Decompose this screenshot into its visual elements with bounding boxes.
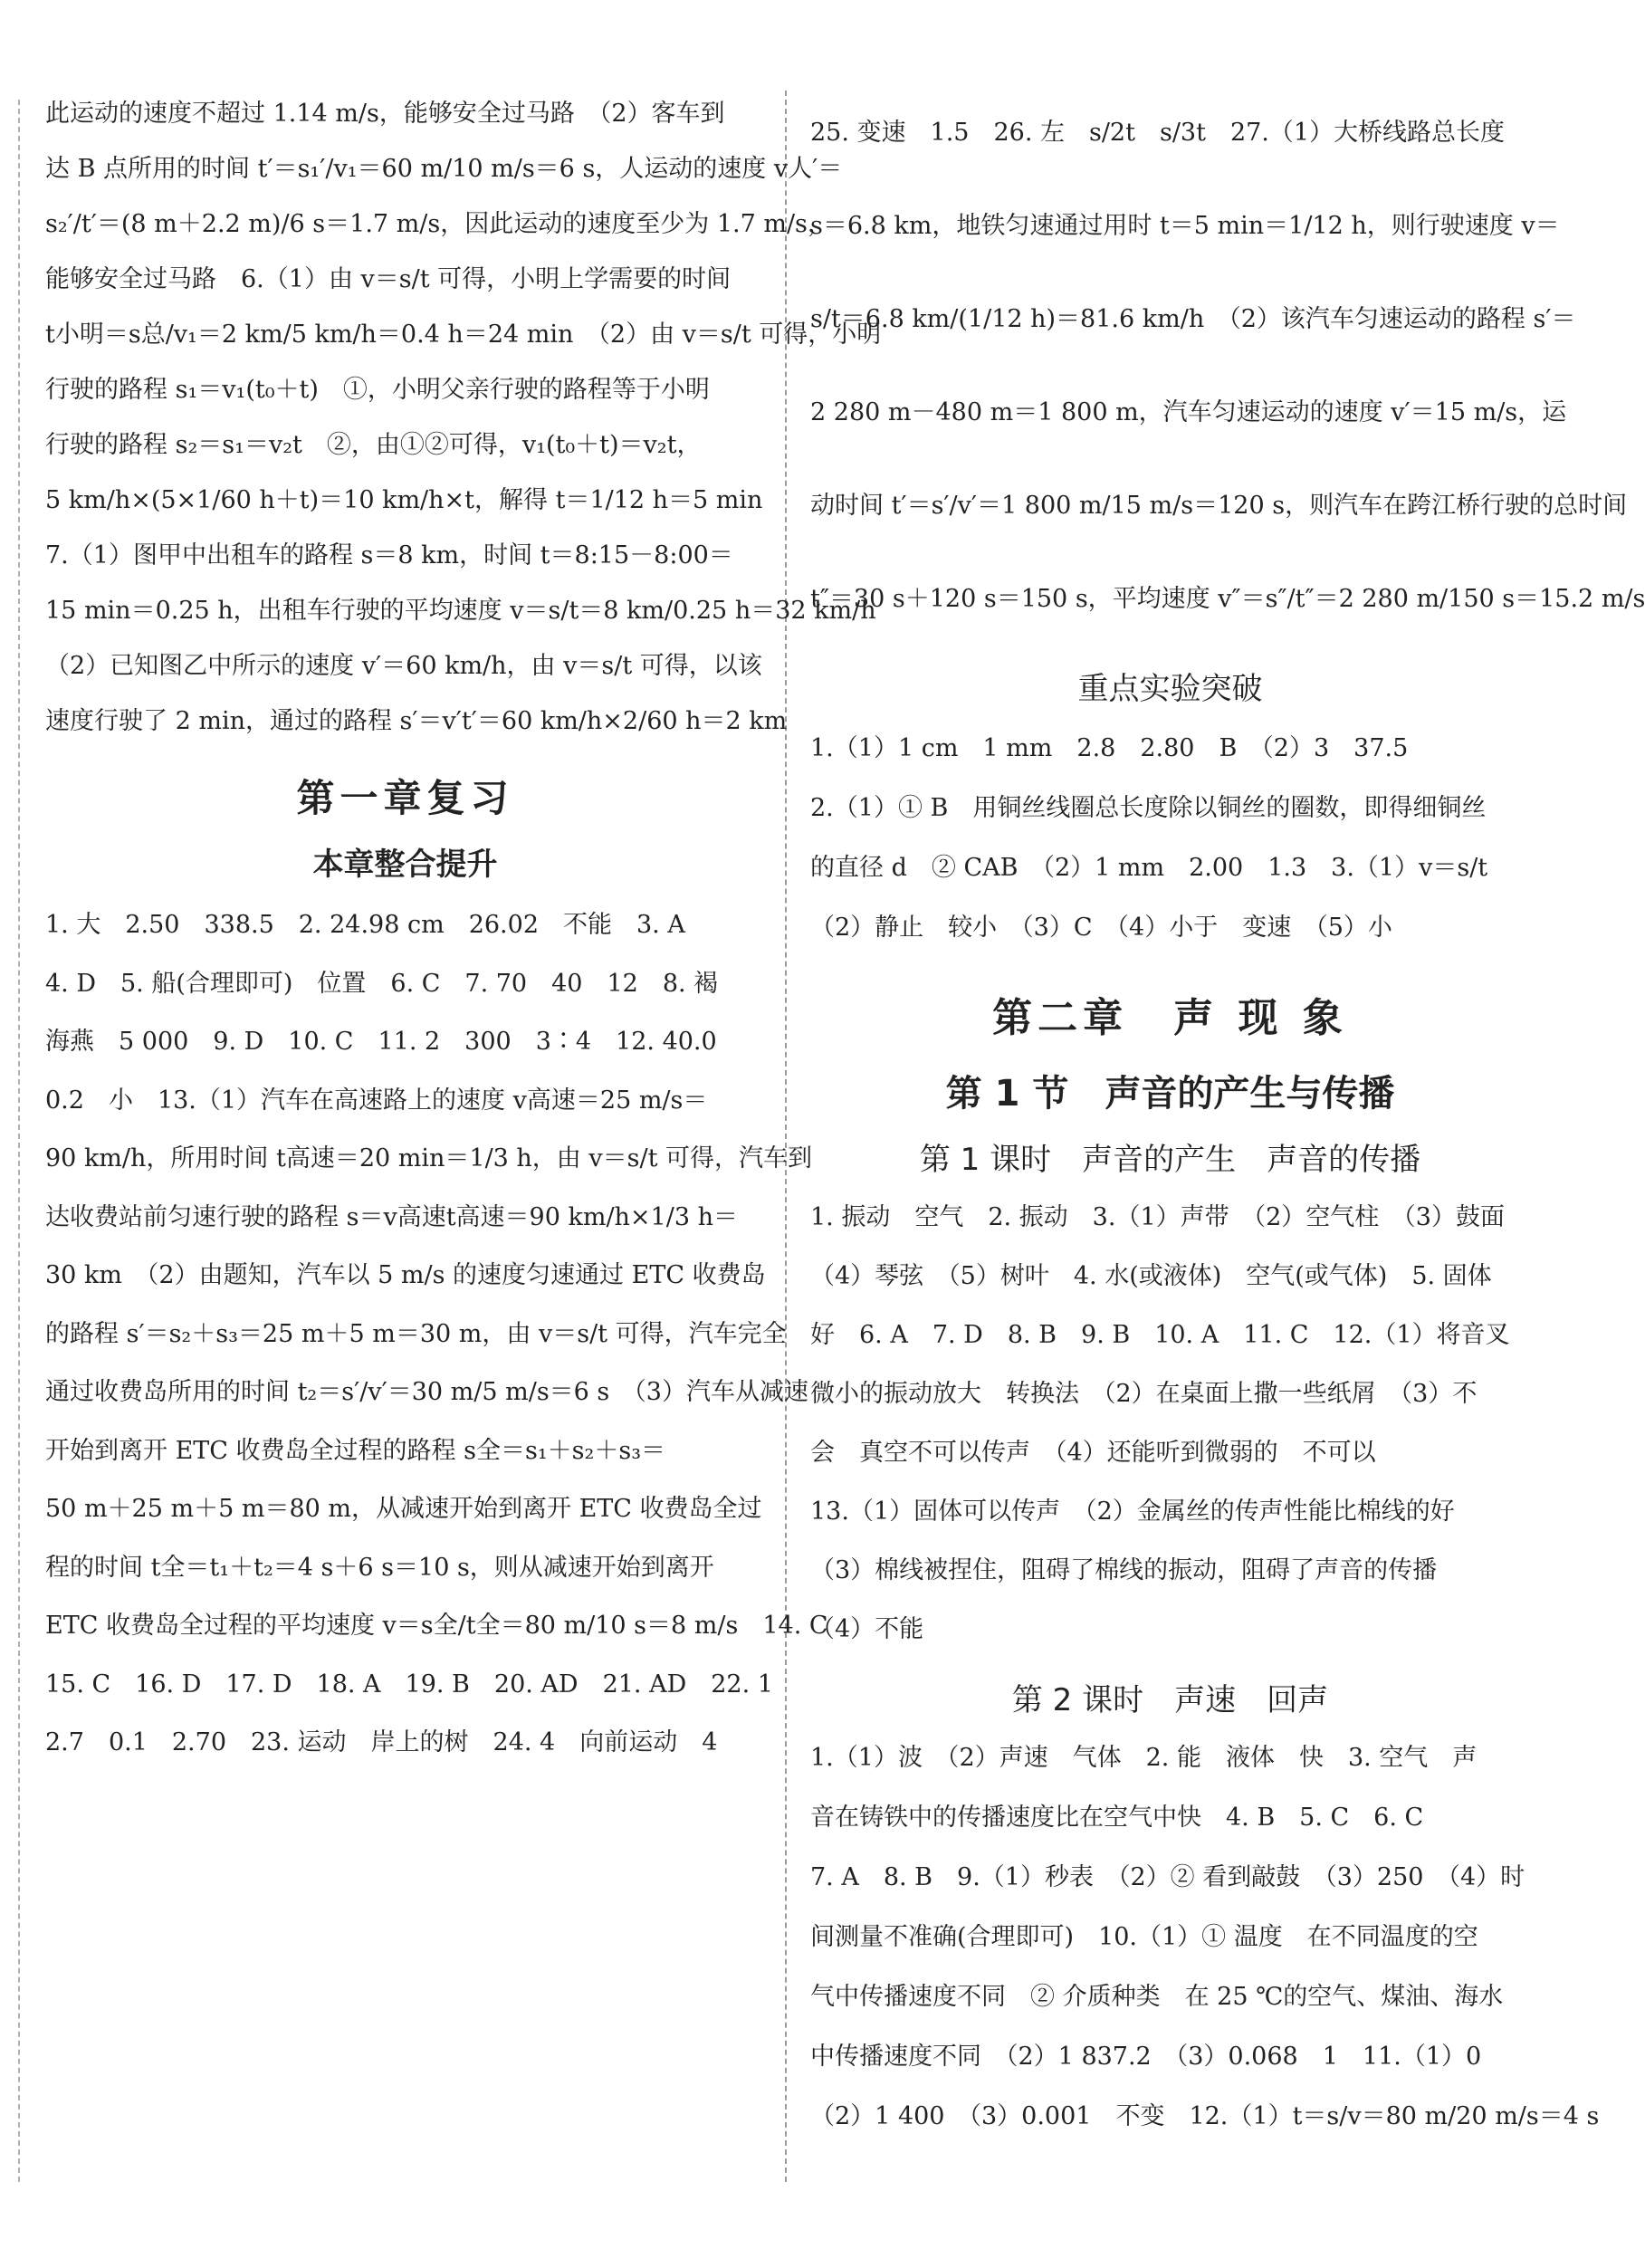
integration-heading: 本章整合提升 bbox=[312, 847, 498, 883]
section1-heading: 第 1 节 声音的产生与传播 bbox=[945, 1073, 1395, 1115]
left-answers-top bbox=[45, 86, 882, 749]
answer-line: 微小的振动放大 转换法 （2）在桌面上撒一些纸屑 （3）不 bbox=[810, 1380, 1478, 1408]
answer-line: 速度行驶了 2 min，通过的路程 s′＝v′t′＝60 km/h×2/60 h＝2 km bbox=[45, 707, 788, 735]
left-answers-bottom bbox=[45, 896, 828, 1773]
answer-line: 90 km/h，所用时间 t高速＝20 min＝1/3 h，由 v＝s/t 可得，汽车到 bbox=[45, 1144, 813, 1172]
answer-line: 音在铸铁中的传播速度比在空气中快 4. B 5. C 6. C bbox=[810, 1804, 1424, 1832]
answer-line: 行驶的路程 s₂＝s₁＝v₂t ②，由①②可得，v₁(t₀＋t)＝v₂t， bbox=[45, 431, 702, 459]
answer-line: 间测量不准确(合理即可) 10.（1）① 温度 在不同温度的空 bbox=[810, 1923, 1478, 1951]
answer-line: 2.7 0.1 2.70 23. 运动 岸上的树 24. 4 向前运动 4 bbox=[45, 1728, 718, 1756]
right-answers-top bbox=[810, 86, 1645, 646]
answer-line: 1.（1）波 （2）声速 气体 2. 能 液体 快 3. 空气 声 bbox=[810, 1744, 1478, 1772]
answer-line: 1. 大 2.50 338.5 2. 24.98 cm 26.02 不能 3. A bbox=[45, 911, 685, 939]
chapter2-heading: 第二章 声 现 象 bbox=[992, 995, 1348, 1041]
answer-line: （2）静止 较小 （3）C （4）小于 变速 （5）小 bbox=[810, 914, 1392, 942]
answer-line: 7.（1）图甲中出租车的路程 s＝8 km，时间 t＝8:15－8:00＝ bbox=[45, 541, 733, 569]
answer-line: s₂′/t′＝(8 m＋2.2 m)/6 s＝1.7 m/s，因此运动的速度至少为 1.7 m/s， bbox=[45, 210, 832, 238]
answer-line: 能够安全过马路 6.（1）由 v＝s/t 可得，小明上学需要的时间 bbox=[45, 265, 732, 293]
answer-line: s/t＝6.8 km/(1/12 h)＝81.6 km/h （2）该汽车匀速运动的路程 s′＝ bbox=[810, 305, 1576, 333]
answer-line: 5 km/h×(5×1/60 h＋t)＝10 km/h×t，解得 t＝1/12 h＝5 min bbox=[45, 486, 763, 514]
answer-line: 2.（1）① B 用铜丝线圈总长度除以铜丝的圈数，即得细铜丝 bbox=[810, 794, 1487, 822]
answer-line: （4）不能 bbox=[810, 1615, 924, 1643]
answer-line: 30 km （2）由题知，汽车以 5 m/s 的速度匀速通过 ETC 收费岛 bbox=[45, 1261, 766, 1289]
experiment-answers bbox=[810, 719, 1530, 958]
lesson2-heading: 第 2 课时 声速 回声 bbox=[1011, 1682, 1329, 1718]
answer-line: 1. 振动 空气 2. 振动 3.（1）声带 （2）空气柱 （3）鼓面 bbox=[810, 1203, 1505, 1231]
answer-line: 13.（1）固体可以传声 （2）金属丝的传声性能比棉线的好 bbox=[810, 1498, 1455, 1526]
chapter-review-heading: 第一章复习 bbox=[296, 776, 514, 820]
answer-line: 此运动的速度不超过 1.14 m/s，能够安全过马路 （2）客车到 bbox=[45, 100, 725, 128]
left-margin-rule bbox=[18, 100, 20, 2182]
column-divider bbox=[785, 91, 787, 2182]
answer-line: 开始到离开 ETC 收费岛全过程的路程 s全＝s₁＋s₂＋s₃＝ bbox=[45, 1436, 666, 1465]
answer-line: 达收费站前匀速行驶的路程 s＝v高速t高速＝90 km/h×1/3 h＝ bbox=[45, 1202, 738, 1231]
answer-line: 0.2 小 13.（1）汽车在高速路上的速度 v高速＝25 m/s＝ bbox=[45, 1086, 708, 1115]
answer-line: 海燕 5 000 9. D 10. C 11. 2 300 3∶4 12. 40.0 bbox=[45, 1028, 717, 1056]
answer-line: （2）1 400 （3）0.001 不变 12.（1）t＝s/v＝80 m/20 m/s＝4 s bbox=[810, 2102, 1600, 2130]
answer-line: 气中传播速度不同 ② 介质种类 在 25 ℃的空气、煤油、海水 bbox=[810, 1983, 1504, 2011]
answer-line: （3）棉线被捏住，阻碍了棉线的振动，阻碍了声音的传播 bbox=[810, 1556, 1438, 1584]
answer-line: 的直径 d ② CAB （2）1 mm 2.00 1.3 3.（1）v＝s/t bbox=[810, 854, 1488, 882]
answer-line: 通过收费岛所用的时间 t₂＝s′/v′＝30 m/5 m/s＝6 s （3）汽车从减速 bbox=[45, 1378, 808, 1406]
answer-line: 50 m＋25 m＋5 m＝80 m，从减速开始到离开 ETC 收费岛全过 bbox=[45, 1495, 762, 1523]
answer-line: 15 min＝0.25 h，出租车行驶的平均速度 v＝s/t＝8 km/0.25 h＝32 km/h bbox=[45, 597, 876, 625]
answer-line: s＝6.8 km，地铁匀速通过用时 t＝5 min＝1/12 h，则行驶速度 v＝ bbox=[810, 212, 1560, 240]
answer-line: （2）已知图乙中所示的速度 v′＝60 km/h，由 v＝s/t 可得，以该 bbox=[45, 652, 762, 680]
answer-line: 7. A 8. B 9.（1）秒表 （2）② 看到敲鼓 （3）250 （4）时 bbox=[810, 1863, 1525, 1891]
lesson1-heading: 第 1 课时 声音的产生 声音的传播 bbox=[919, 1142, 1421, 1178]
answer-line: 达 B 点所用的时间 t′＝s₁′/v₁＝60 m/10 m/s＝6 s，人运动的速度 v人′＝ bbox=[45, 155, 843, 183]
answer-line: 15. C 16. D 17. D 18. A 19. B 20. AD 21. AD 22. 1 bbox=[45, 1670, 773, 1699]
answer-line: t″＝30 s＋120 s＝150 s，平均速度 v″＝s″/t″＝2 280 m/150 s＝15.2 m/s bbox=[810, 585, 1645, 613]
right-column bbox=[810, 86, 1645, 2147]
lesson2-answers bbox=[810, 1728, 1600, 2147]
answer-line: 程的时间 t全＝t₁＋t₂＝4 s＋6 s＝10 s，则从减速开始到离开 bbox=[45, 1553, 714, 1582]
answer-line: 行驶的路程 s₁＝v₁(t₀＋t) ①，小明父亲行驶的路程等于小明 bbox=[45, 376, 710, 404]
answer-line: 动时间 t′＝s′/v′＝1 800 m/15 m/s＝120 s，则汽车在跨江桥行驶的总时间 bbox=[810, 492, 1628, 520]
answer-line: 1.（1）1 cm 1 mm 2.8 2.80 B （2）3 37.5 bbox=[810, 734, 1409, 762]
answer-line: t小明＝s总/v₁＝2 km/5 km/h＝0.4 h＝24 min （2）由 v＝s/t 可得，小明 bbox=[45, 321, 882, 349]
answer-line: ETC 收费岛全过程的平均速度 v＝s全/t全＝80 m/10 s＝8 m/s 14. C bbox=[45, 1612, 828, 1640]
answer-line: 会 真空不可以传声 （4）还能听到微弱的 不可以 bbox=[810, 1439, 1376, 1467]
answer-line: 25. 变速 1.5 26. 左 s/2t s/3t 27.（1）大桥线路总长度 bbox=[810, 119, 1506, 147]
answer-line: （4）琴弦 （5）树叶 4. 水(或液体) 空气(或气体) 5. 固体 bbox=[810, 1262, 1492, 1290]
lesson1-answers bbox=[810, 1188, 1530, 1659]
answer-line: 中传播速度不同 （2）1 837.2 （3）0.068 1 11.（1）0 bbox=[810, 2043, 1482, 2071]
answer-line: 2 280 m－480 m＝1 800 m，汽车匀速运动的速度 v′＝15 m/s，运 bbox=[810, 398, 1567, 426]
key-experiment-heading: 重点实验突破 bbox=[1077, 671, 1263, 707]
answer-line: 的路程 s′＝s₂＋s₃＝25 m＋5 m＝30 m，由 v＝s/t 可得，汽车完全 bbox=[45, 1319, 787, 1348]
answer-line: 4. D 5. 船(合理即可) 位置 6. C 7. 70 40 12 8. 褐 bbox=[45, 969, 719, 998]
answer-line: 好 6. A 7. D 8. B 9. B 10. A 11. C 12.（1）将音叉 bbox=[810, 1321, 1510, 1349]
